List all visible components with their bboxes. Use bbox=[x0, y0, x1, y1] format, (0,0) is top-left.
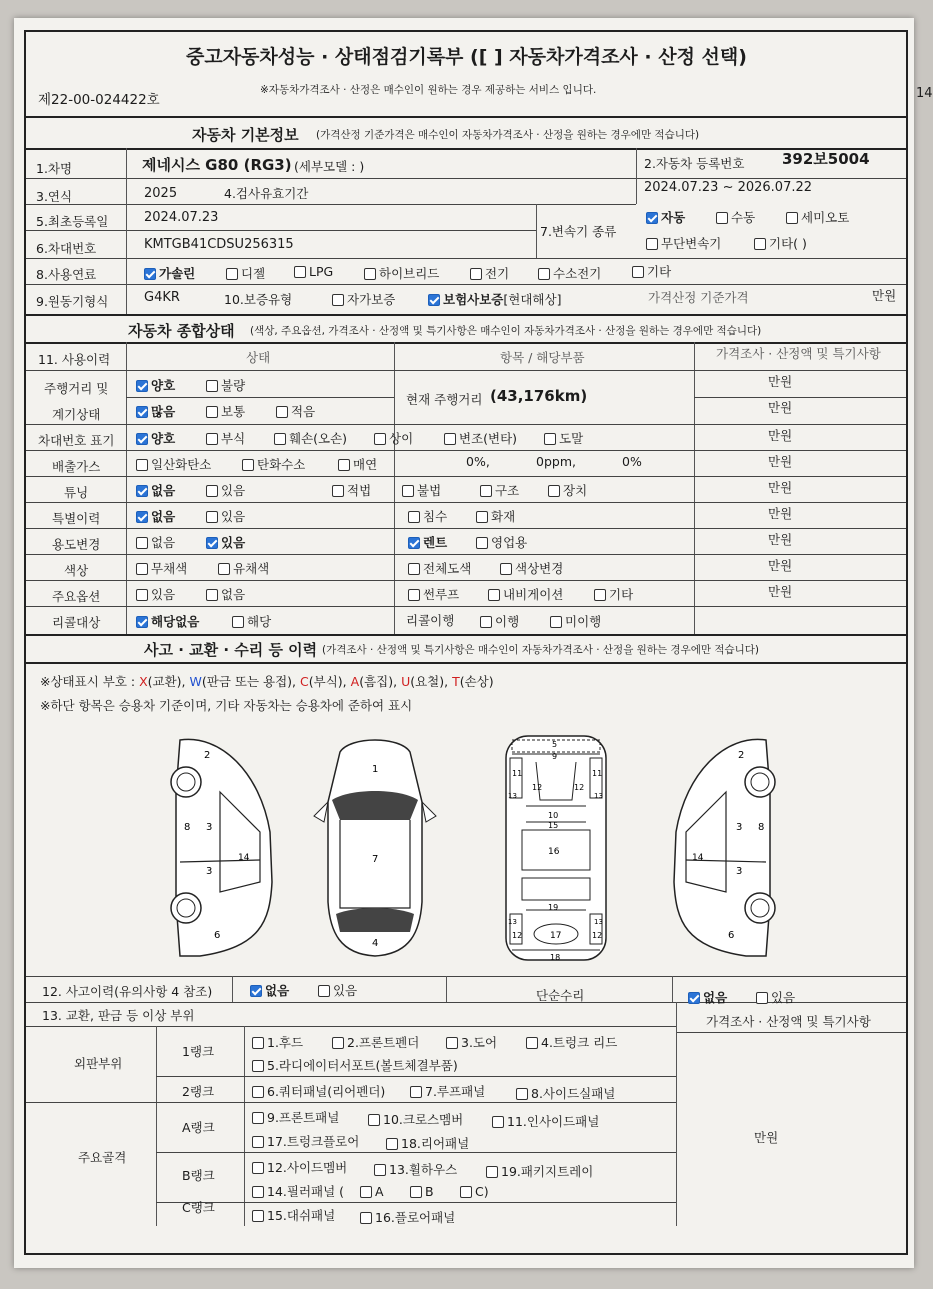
svg-text:11: 11 bbox=[512, 769, 523, 778]
checkbox[interactable] bbox=[754, 238, 766, 250]
checkbox[interactable] bbox=[360, 1212, 372, 1224]
svg-text:6: 6 bbox=[214, 930, 221, 941]
part-pillar-panel[interactable]: 14.필러패널 ( bbox=[252, 1182, 344, 1200]
svg-text:3: 3 bbox=[206, 822, 213, 833]
year-label: 3.연식 bbox=[36, 189, 73, 204]
svg-text:2: 2 bbox=[204, 750, 211, 761]
color-full-paint-option[interactable]: 전체도색 bbox=[408, 559, 471, 577]
recall-none-option[interactable]: 해당없음 bbox=[136, 612, 199, 630]
col-price: 가격조사 · 산정액 및 특기사항 bbox=[716, 346, 881, 361]
gauge-price-unit: 만원 bbox=[768, 400, 793, 415]
checkbox[interactable] bbox=[460, 1186, 472, 1198]
svg-text:8: 8 bbox=[758, 822, 765, 833]
usage-none-option[interactable]: 없음 bbox=[136, 533, 175, 551]
checkbox[interactable] bbox=[408, 563, 420, 575]
checkbox[interactable] bbox=[526, 1037, 538, 1049]
checkbox[interactable] bbox=[538, 268, 550, 280]
car-name-detail: (세부모델 : ) bbox=[294, 159, 365, 174]
parts-label: 13. 교환, 판금 등 이상 부위 bbox=[42, 1008, 195, 1023]
options-etc-option[interactable]: 기타 bbox=[594, 585, 633, 603]
first-reg-value: 2024.07.23 bbox=[144, 210, 219, 225]
warranty-insurer-option[interactable]: 보험사보증[현대해상] bbox=[428, 290, 561, 308]
tuning-label: 튜닝 bbox=[64, 485, 89, 500]
emission-hc-value: 0ppm, bbox=[536, 454, 576, 469]
legend-line: ※상태표시 부호 : X(교환), W(판금 또는 용접), C(부식), A(흠집), U(요철), T(손상) bbox=[40, 674, 494, 689]
color-achromatic-option[interactable]: 무채색 bbox=[136, 559, 187, 577]
emission-label: 배출가스 bbox=[52, 459, 101, 474]
svg-text:12: 12 bbox=[592, 931, 603, 940]
trans-etc-option[interactable]: 기타( ) bbox=[754, 234, 807, 252]
basic-info-title: 자동차 기본정보 bbox=[192, 126, 299, 144]
trans-semi-option[interactable]: 세미오토 bbox=[786, 208, 849, 226]
checkbox[interactable] bbox=[480, 616, 492, 628]
checkbox[interactable] bbox=[206, 511, 218, 523]
checkbox[interactable] bbox=[206, 380, 218, 392]
col-item: 항목 / 해당부품 bbox=[500, 350, 585, 365]
checkbox[interactable] bbox=[500, 563, 512, 575]
checkbox[interactable] bbox=[470, 268, 482, 280]
parts-price-unit: 만원 bbox=[754, 1130, 779, 1145]
checkbox[interactable] bbox=[716, 212, 728, 224]
checkbox[interactable] bbox=[480, 485, 492, 497]
checkbox[interactable] bbox=[444, 433, 456, 445]
special-flood-option[interactable]: 침수 bbox=[408, 507, 447, 525]
simple-repair-label: 단순수리 bbox=[536, 988, 585, 1003]
checkbox[interactable] bbox=[428, 294, 440, 306]
vin-mark-different-option[interactable]: 상이 bbox=[374, 429, 413, 447]
checkbox[interactable] bbox=[368, 1114, 380, 1126]
checkbox[interactable] bbox=[550, 616, 562, 628]
trans-cvt-option[interactable]: 무단변속기 bbox=[646, 234, 721, 252]
usage-price-unit: 만원 bbox=[768, 532, 793, 547]
accident-none-option[interactable]: 없음 bbox=[250, 981, 289, 999]
svg-text:19: 19 bbox=[548, 903, 559, 912]
part-hood[interactable]: 1.후드 bbox=[252, 1033, 303, 1051]
checkbox[interactable] bbox=[252, 1112, 264, 1124]
special-exist-option[interactable]: 있음 bbox=[206, 507, 245, 525]
svg-text:2: 2 bbox=[738, 750, 745, 761]
fuel-hydrogen-option[interactable]: 수소전기 bbox=[538, 264, 601, 282]
svg-text:15: 15 bbox=[548, 821, 559, 830]
gauge-normal-option[interactable]: 보통 bbox=[206, 402, 245, 420]
svg-text:13: 13 bbox=[508, 792, 517, 800]
part-pillar-a[interactable]: A bbox=[360, 1184, 384, 1199]
gauge-many-option[interactable]: 많음 bbox=[136, 402, 175, 420]
header-note: ※자동차가격조사 · 산정은 매수인이 원하는 경우 제공하는 서비스 입니다. bbox=[260, 84, 597, 96]
checkbox[interactable] bbox=[488, 589, 500, 601]
fuel-electric-option[interactable]: 전기 bbox=[470, 264, 509, 282]
checkbox[interactable] bbox=[646, 212, 658, 224]
checkbox[interactable] bbox=[476, 537, 488, 549]
checkbox[interactable] bbox=[318, 985, 330, 997]
checkbox[interactable] bbox=[206, 485, 218, 497]
checkbox[interactable] bbox=[332, 1037, 344, 1049]
checkbox[interactable] bbox=[360, 1186, 372, 1198]
price-base-label: 가격산정 기준가격 bbox=[648, 290, 749, 305]
svg-text:3: 3 bbox=[736, 822, 743, 833]
special-fire-option[interactable]: 화재 bbox=[476, 507, 515, 525]
special-none-option[interactable]: 없음 bbox=[136, 507, 175, 525]
svg-text:5: 5 bbox=[552, 740, 558, 749]
checkbox[interactable] bbox=[252, 1086, 264, 1098]
part-trunk-floor[interactable]: 17.트렁크플로어 bbox=[252, 1132, 359, 1150]
checkbox[interactable] bbox=[250, 985, 262, 997]
checkbox[interactable] bbox=[252, 1210, 264, 1222]
checkbox[interactable] bbox=[206, 433, 218, 445]
vin-mark-corrosion-option[interactable]: 부식 bbox=[206, 429, 245, 447]
part-inside-panel[interactable]: 11.인사이드패널 bbox=[492, 1112, 599, 1130]
mileage-price-unit: 만원 bbox=[768, 374, 793, 389]
checkbox[interactable] bbox=[136, 537, 148, 549]
status-note: (색상, 주요옵션, 가격조사 · 산정액 및 특기사항은 매수인이 자동차가격조사 · 산정을 원하는 경우에만 적습니다) bbox=[250, 325, 762, 337]
svg-text:14: 14 bbox=[692, 853, 704, 863]
rank1-label: 1랭크 bbox=[182, 1044, 215, 1059]
checkbox[interactable] bbox=[276, 406, 288, 418]
checkbox[interactable] bbox=[136, 616, 148, 628]
checkbox[interactable] bbox=[226, 268, 238, 280]
car-name-value: 제네시스 G80 (RG3) bbox=[142, 156, 292, 174]
next-page-edge-number: 14 bbox=[916, 86, 933, 101]
color-price-unit: 만원 bbox=[768, 558, 793, 573]
checkbox[interactable] bbox=[756, 992, 768, 1004]
engine-label: 9.원동기형식 bbox=[36, 294, 109, 309]
svg-text:14: 14 bbox=[238, 853, 250, 863]
part-trunk-lid[interactable]: 4.트렁크 리드 bbox=[526, 1033, 617, 1051]
options-none-option[interactable]: 없음 bbox=[206, 585, 245, 603]
checkbox[interactable] bbox=[374, 433, 386, 445]
accident-exist-option[interactable]: 있음 bbox=[318, 981, 357, 999]
svg-text:4: 4 bbox=[372, 938, 379, 949]
checkbox[interactable] bbox=[544, 433, 556, 445]
checkbox[interactable] bbox=[206, 406, 218, 418]
document-number: 제22-00-024422호 bbox=[38, 92, 160, 108]
emission-hc-option[interactable]: 탄화수소 bbox=[242, 455, 305, 473]
part-radiator-support[interactable]: 5.라디에이터서포트(볼트체결부품) bbox=[252, 1056, 458, 1074]
recall-done-option[interactable]: 이행 bbox=[480, 612, 519, 630]
special-label: 특별이력 bbox=[52, 511, 101, 526]
svg-text:11: 11 bbox=[592, 769, 603, 778]
checkbox[interactable] bbox=[594, 589, 606, 601]
fuel-label: 8.사용연료 bbox=[36, 267, 97, 282]
gauge-few-option[interactable]: 적음 bbox=[276, 402, 315, 420]
color-change-option[interactable]: 색상변경 bbox=[500, 559, 563, 577]
tuning-exist-option[interactable]: 있음 bbox=[206, 481, 245, 499]
mileage-value: (43,176km) bbox=[490, 387, 588, 405]
checkbox[interactable] bbox=[136, 485, 148, 497]
car-top-diagram bbox=[310, 732, 440, 962]
usage-label: 용도변경 bbox=[52, 537, 101, 552]
usage-exist-option[interactable]: 있음 bbox=[206, 533, 245, 551]
svg-text:12: 12 bbox=[532, 783, 543, 792]
checkbox[interactable] bbox=[476, 511, 488, 523]
rank2-label: 2랭크 bbox=[182, 1084, 215, 1099]
usage-rent-option[interactable]: 렌트 bbox=[408, 533, 447, 551]
accident-title: 사고 · 교환 · 수리 등 이력 bbox=[144, 641, 318, 659]
options-sunroof-option[interactable]: 썬루프 bbox=[408, 585, 459, 603]
fuel-gasoline-option[interactable]: 가솔린 bbox=[144, 264, 195, 282]
trans-manual-option[interactable]: 수동 bbox=[716, 208, 755, 226]
tuning-price-unit: 만원 bbox=[768, 480, 793, 495]
checkbox[interactable] bbox=[486, 1166, 498, 1178]
part-dash-panel[interactable]: 15.대쉬패널 bbox=[252, 1206, 335, 1224]
tuning-device-option[interactable]: 장치 bbox=[548, 481, 587, 499]
accident-history-label: 12. 사고이력(유의사항 4 참조) bbox=[42, 984, 213, 999]
checkbox[interactable] bbox=[364, 268, 376, 280]
checkbox[interactable] bbox=[446, 1037, 458, 1049]
tuning-structure-option[interactable]: 구조 bbox=[480, 481, 519, 499]
vin-mark-painted-option[interactable]: 도말 bbox=[544, 429, 583, 447]
checkbox[interactable] bbox=[136, 433, 148, 445]
basic-info-note: (가격산정 기준가격은 매수인이 자동차가격조사 · 산정을 원하는 경우에만 적습니다) bbox=[316, 129, 700, 141]
svg-text:16: 16 bbox=[548, 847, 560, 857]
svg-text:13: 13 bbox=[508, 918, 517, 926]
recall-label: 리콜대상 bbox=[52, 615, 101, 630]
options-price-unit: 만원 bbox=[768, 584, 793, 599]
mileage-item: 현재 주행거리 bbox=[406, 392, 483, 407]
rankC-label: C랭크 bbox=[182, 1200, 215, 1215]
part-front-fender[interactable]: 2.프론트펜더 bbox=[332, 1033, 419, 1051]
part-wheel-house[interactable]: 13.휠하우스 bbox=[374, 1160, 457, 1178]
fuel-lpg-option[interactable]: LPG bbox=[294, 264, 333, 279]
svg-text:13: 13 bbox=[594, 792, 603, 800]
part-front-panel[interactable]: 9.프론트패널 bbox=[252, 1108, 339, 1126]
reg-no-value: 392보5004 bbox=[782, 150, 870, 168]
svg-text:7: 7 bbox=[372, 854, 379, 865]
vin-mark-damaged-option[interactable]: 훼손(오손) bbox=[274, 429, 347, 447]
checkbox[interactable] bbox=[252, 1060, 264, 1072]
mileage-good-option[interactable]: 양호 bbox=[136, 376, 175, 394]
emission-price-unit: 만원 bbox=[768, 454, 793, 469]
svg-text:3: 3 bbox=[736, 866, 743, 877]
fuel-diesel-option[interactable]: 디젤 bbox=[226, 264, 265, 282]
checkbox[interactable] bbox=[646, 238, 658, 250]
checkbox[interactable] bbox=[374, 1164, 386, 1176]
part-cross-member[interactable]: 10.크로스멤버 bbox=[368, 1110, 463, 1128]
checkbox[interactable] bbox=[338, 459, 350, 471]
svg-text:6: 6 bbox=[728, 930, 735, 941]
checkbox[interactable] bbox=[144, 268, 156, 280]
tuning-none-option[interactable]: 없음 bbox=[136, 481, 175, 499]
mileage-label-1: 주행거리 및 bbox=[44, 381, 109, 396]
emission-smoke-option[interactable]: 매연 bbox=[338, 455, 377, 473]
first-reg-label: 5.최초등록일 bbox=[36, 214, 109, 229]
checkbox[interactable] bbox=[136, 380, 148, 392]
checkbox[interactable] bbox=[332, 294, 344, 306]
checkbox[interactable] bbox=[408, 537, 420, 549]
svg-text:12: 12 bbox=[574, 783, 585, 792]
inspect-label: 4.검사유효기간 bbox=[224, 186, 309, 201]
part-pillar-c[interactable]: C) bbox=[460, 1184, 489, 1199]
warranty-label: 10.보증유형 bbox=[224, 292, 293, 307]
tuning-legal-option[interactable]: 적법 bbox=[332, 481, 371, 499]
accident-note: (가격조사 · 산정액 및 특기사항은 매수인이 자동차가격조사 · 산정을 원하는 경우에만 적습니다) bbox=[322, 644, 760, 656]
checkbox[interactable] bbox=[410, 1186, 422, 1198]
checkbox[interactable] bbox=[402, 485, 414, 497]
vin-value: KMTGB41CDSU256315 bbox=[144, 237, 294, 252]
car-name-label: 1.차명 bbox=[36, 161, 73, 176]
rankA-label: A랭크 bbox=[182, 1120, 215, 1135]
checkbox[interactable] bbox=[136, 563, 148, 575]
svg-text:1: 1 bbox=[372, 764, 379, 775]
checkbox[interactable] bbox=[252, 1186, 264, 1198]
checkbox[interactable] bbox=[688, 992, 700, 1004]
col-history: 11. 사용이력 bbox=[38, 352, 111, 367]
options-label: 주요옵션 bbox=[52, 589, 101, 604]
checkbox[interactable] bbox=[408, 511, 420, 523]
warranty-self-option[interactable]: 자가보증 bbox=[332, 290, 395, 308]
checkbox[interactable] bbox=[136, 589, 148, 601]
mileage-label-2: 계기상태 bbox=[52, 407, 101, 422]
checkbox[interactable] bbox=[386, 1138, 398, 1150]
options-navigation-option[interactable]: 내비게이션 bbox=[488, 585, 563, 603]
document-title: 중고자동차성능 · 상태점검기록부 ([ ] 자동차가격조사 · 산정 선택) bbox=[186, 46, 747, 68]
transmission-label: 7.변속기 종류 bbox=[540, 224, 617, 239]
col-state: 상태 bbox=[246, 350, 271, 365]
checkbox[interactable] bbox=[242, 459, 254, 471]
vin-mark-altered-option[interactable]: 변조(변타) bbox=[444, 429, 517, 447]
inspection-record-document bbox=[24, 30, 908, 1255]
special-price-unit: 만원 bbox=[768, 506, 793, 521]
color-label: 색상 bbox=[64, 563, 89, 578]
simple-repair-none-option[interactable]: 없음 bbox=[688, 988, 727, 1006]
checkbox[interactable] bbox=[408, 589, 420, 601]
checkbox[interactable] bbox=[332, 485, 344, 497]
svg-text:10: 10 bbox=[548, 811, 559, 820]
passenger-car-note: ※하단 항목은 승용차 기준이며, 기타 자동차는 승용차에 준하여 표시 bbox=[40, 698, 413, 713]
recall-not-done-option[interactable]: 미이행 bbox=[550, 612, 601, 630]
checkbox[interactable] bbox=[294, 266, 306, 278]
checkbox[interactable] bbox=[632, 266, 644, 278]
checkbox[interactable] bbox=[516, 1088, 528, 1100]
vin-mark-good-option[interactable]: 양호 bbox=[136, 429, 175, 447]
checkbox[interactable] bbox=[252, 1162, 264, 1174]
mileage-bad-option[interactable]: 불량 bbox=[206, 376, 245, 394]
main-frame-label: 주요골격 bbox=[78, 1150, 127, 1165]
svg-text:3: 3 bbox=[206, 866, 213, 877]
svg-text:9: 9 bbox=[552, 752, 558, 761]
svg-text:18: 18 bbox=[550, 953, 561, 962]
vin-mark-price-unit: 만원 bbox=[768, 428, 793, 443]
recall-applicable-option[interactable]: 해당 bbox=[232, 612, 271, 630]
options-exist-option[interactable]: 있음 bbox=[136, 585, 175, 603]
part-pillar-b[interactable]: B bbox=[410, 1184, 434, 1199]
part-floor-panel[interactable]: 16.플로어패널 bbox=[360, 1208, 455, 1226]
checkbox[interactable] bbox=[274, 433, 286, 445]
checkbox[interactable] bbox=[492, 1116, 504, 1128]
checkbox[interactable] bbox=[232, 616, 244, 628]
part-package-tray[interactable]: 19.패키지트레이 bbox=[486, 1162, 593, 1180]
vin-label: 6.차대번호 bbox=[36, 241, 97, 256]
car-left-side-diagram bbox=[160, 732, 280, 962]
part-door[interactable]: 3.도어 bbox=[446, 1033, 497, 1051]
part-roof-panel[interactable]: 7.루프패널 bbox=[410, 1082, 485, 1100]
checkbox[interactable] bbox=[252, 1037, 264, 1049]
trans-auto-option[interactable]: 자동 bbox=[646, 208, 685, 226]
checkbox[interactable] bbox=[136, 511, 148, 523]
part-side-sill-panel[interactable]: 8.사이드실패널 bbox=[516, 1084, 615, 1102]
part-side-member[interactable]: 12.사이드멤버 bbox=[252, 1158, 347, 1176]
checkbox[interactable] bbox=[206, 589, 218, 601]
vin-mark-label: 차대번호 표기 bbox=[38, 433, 115, 448]
reg-no-label: 2.자동차 등록번호 bbox=[644, 156, 745, 171]
svg-text:13: 13 bbox=[594, 918, 603, 926]
checkbox[interactable] bbox=[410, 1086, 422, 1098]
fuel-hybrid-option[interactable]: 하이브리드 bbox=[364, 264, 439, 282]
emission-co-option[interactable]: 일산화탄소 bbox=[136, 455, 211, 473]
svg-text:8: 8 bbox=[184, 822, 191, 833]
checkbox[interactable] bbox=[548, 485, 560, 497]
checkbox[interactable] bbox=[206, 537, 218, 549]
part-rear-panel[interactable]: 18.리어패널 bbox=[386, 1134, 469, 1152]
emission-smoke-value: 0% bbox=[622, 454, 642, 469]
car-frame-diagram bbox=[496, 732, 616, 964]
emission-co-value: 0%, bbox=[466, 454, 490, 469]
checkbox[interactable] bbox=[252, 1136, 264, 1148]
rankB-label: B랭크 bbox=[182, 1168, 215, 1183]
checkbox[interactable] bbox=[136, 406, 148, 418]
part-quarter-panel[interactable]: 6.쿼터패널(리어펜더) bbox=[252, 1082, 385, 1100]
price-base-unit: 만원 bbox=[872, 288, 897, 303]
tuning-illegal-option[interactable]: 불법 bbox=[402, 481, 441, 499]
checkbox[interactable] bbox=[218, 563, 230, 575]
recall-item-label: 리콜이행 bbox=[406, 613, 455, 628]
usage-business-option[interactable]: 영업용 bbox=[476, 533, 527, 551]
parts-price-label: 가격조사 · 산정액 및 특기사항 bbox=[706, 1014, 871, 1029]
outer-panel-label: 외판부위 bbox=[74, 1056, 123, 1071]
car-right-side-diagram bbox=[666, 732, 786, 962]
color-chromatic-option[interactable]: 유채색 bbox=[218, 559, 269, 577]
fuel-etc-option[interactable]: 기타 bbox=[632, 262, 671, 280]
inspect-value: 2024.07.23 ~ 2026.07.22 bbox=[644, 180, 813, 195]
simple-repair-exist-option[interactable]: 있음 bbox=[756, 988, 795, 1006]
checkbox[interactable] bbox=[786, 212, 798, 224]
svg-text:12: 12 bbox=[512, 931, 523, 940]
status-title: 자동차 종합상태 bbox=[128, 322, 235, 340]
engine-value: G4KR bbox=[144, 290, 180, 305]
year-value: 2025 bbox=[144, 186, 178, 201]
svg-text:17: 17 bbox=[550, 931, 562, 941]
checkbox[interactable] bbox=[136, 459, 148, 471]
